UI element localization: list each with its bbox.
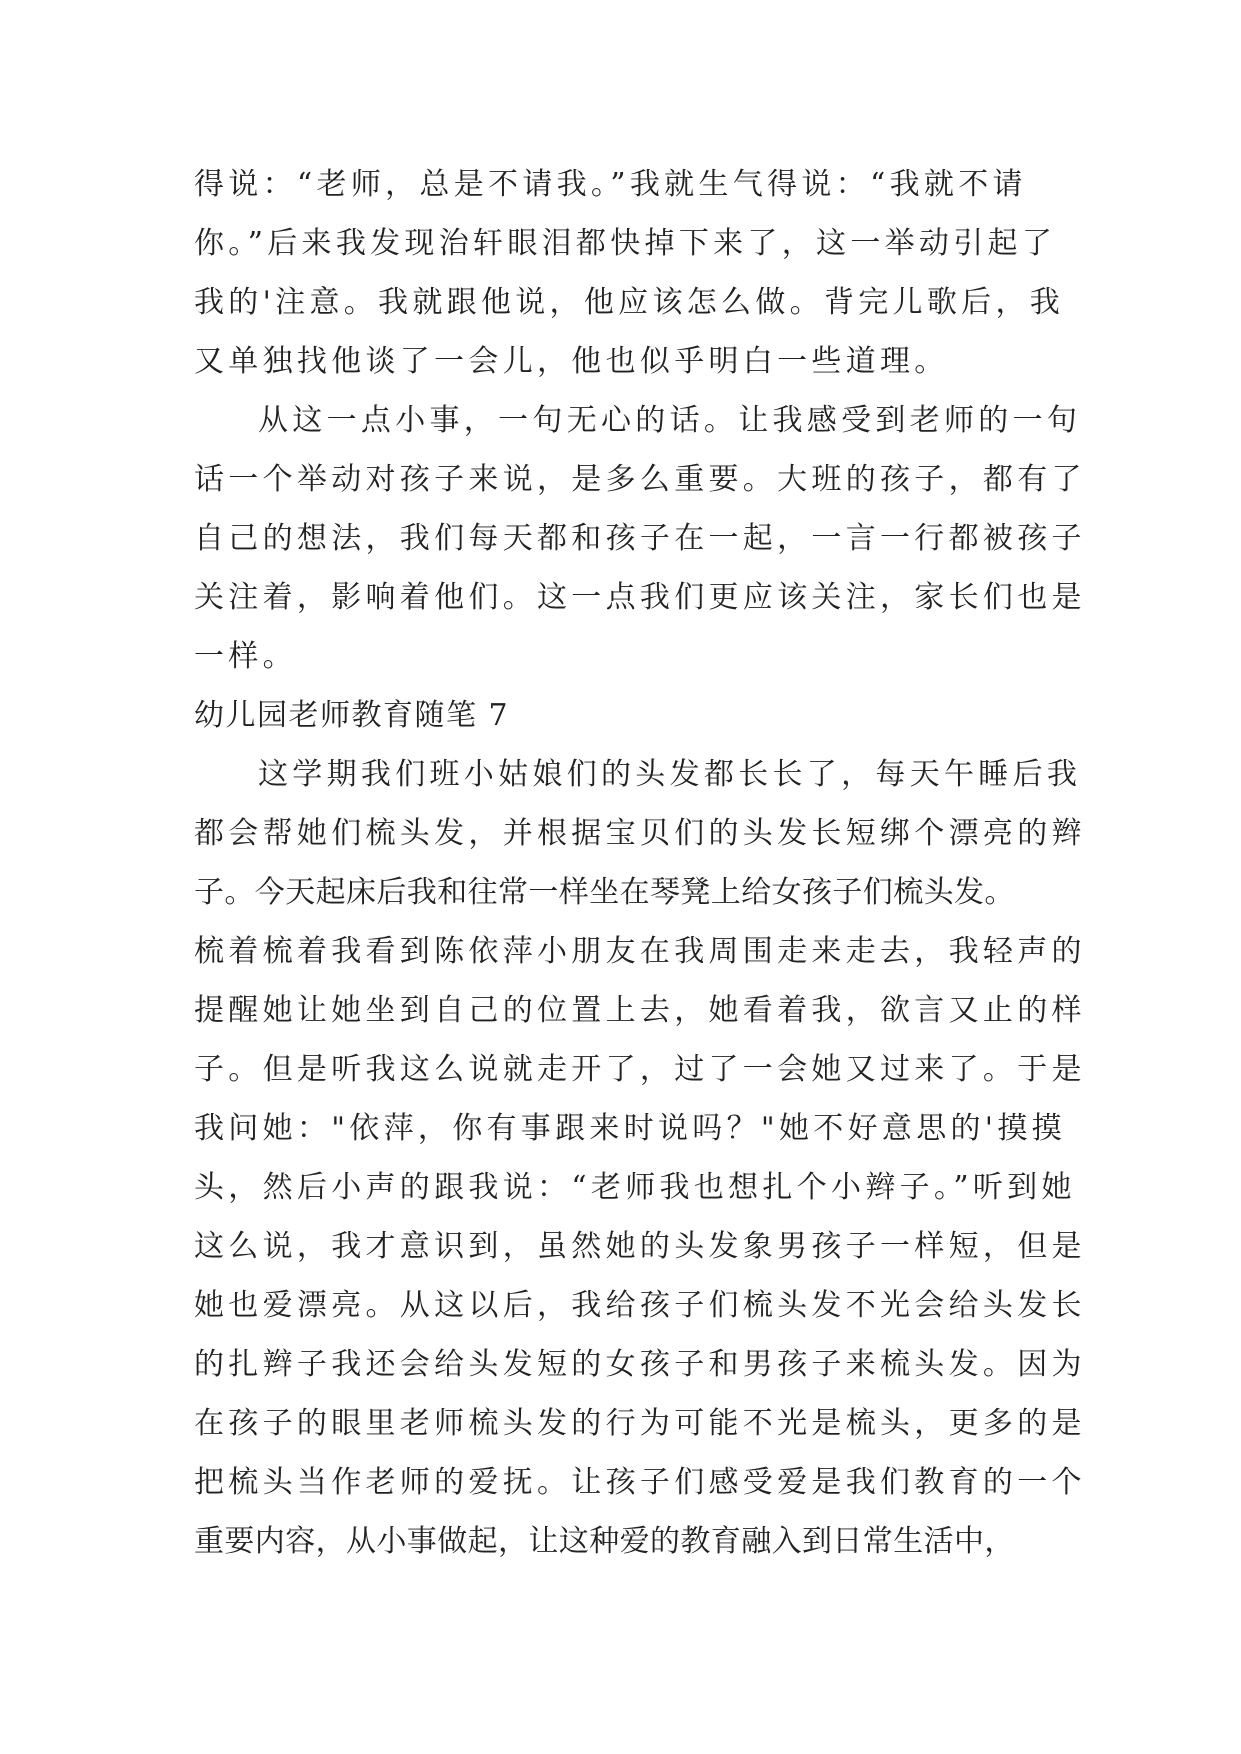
paragraph-2 <box>194 391 1086 686</box>
text-line: 自己的想法，我们每天都和孩子在一起，一言一行都被孩子 <box>194 521 1086 556</box>
text-line: 得说：“老师，总是不请我。”我就生气得说：“我就不请 <box>194 167 1027 202</box>
text-line: 重要内容，从小事做起，让这种爱的教育融入到日常生活中， <box>194 1524 1015 1559</box>
text-line: 她也爱漂亮。从这以后，我给孩子们梳头发不光会给头发长 <box>194 1288 1086 1323</box>
section-heading: 幼儿园老师教育随笔 7 <box>194 698 510 733</box>
text-line: 子。但是听我这么说就走开了，过了一会她又过来了。于是 <box>194 1052 1086 1087</box>
text-line: 头，然后小声的跟我说：“老师我也想扎个小辫子。”听到她 <box>194 1170 1076 1205</box>
text-line: 我的'注意。我就跟他说，他应该怎么做。背完儿歌后，我 <box>194 285 1065 320</box>
text-line: 的扎辫子我还会给头发短的女孩子和男孩子来梳头发。因为 <box>194 1347 1086 1382</box>
text-line: 我问她："依萍，你有事跟来时说吗？"她不好意思的'摸摸 <box>194 1111 1066 1146</box>
text-line: 这么说，我才意识到，虽然她的头发象男孩子一样短，但是 <box>194 1229 1086 1264</box>
text-line: 话一个举动对孩子来说，是多么重要。大班的孩子，都有了 <box>194 462 1086 497</box>
text-line: 梳着梳着我看到陈依萍小朋友在我周围走来走去，我轻声的 <box>194 934 1086 969</box>
text-line: 都会帮她们梳头发，并根据宝贝们的头发长短绑个漂亮的辫 <box>194 816 1086 851</box>
text-line: 从这一点小事，一句无心的话。让我感受到老师的一句 <box>258 403 1082 438</box>
text-line: 这学期我们班小姑娘们的头发都长长了，每天午睡后我 <box>258 757 1082 792</box>
text-line: 关注着，影响着他们。这一点我们更应该关注，家长们也是 <box>194 580 1086 615</box>
section-heading-block <box>194 686 1054 745</box>
paragraph-1 <box>194 155 1065 391</box>
text-line: 一样。 <box>194 639 297 674</box>
text-line: 把梳头当作老师的爱抚。让孩子们感受爱是我们教育的一个 <box>194 1465 1086 1500</box>
text-line: 你。”后来我发现治轩眼泪都快掉下来了，这一举动引起了 <box>194 226 1057 261</box>
paragraph-3 <box>194 745 1086 1571</box>
text-line: 提醒她让她坐到自己的位置上去，她看着我，欲言又止的样 <box>194 993 1086 1028</box>
text-line: 子。今天起床后我和往常一样坐在琴凳上给女孩子们梳头发。 <box>194 875 1015 910</box>
text-line: 在孩子的眼里老师梳头发的行为可能不光是梳头，更多的是 <box>194 1406 1086 1441</box>
text-line: 又单独找他谈了一会儿，他也似乎明白一些道理。 <box>194 344 949 379</box>
